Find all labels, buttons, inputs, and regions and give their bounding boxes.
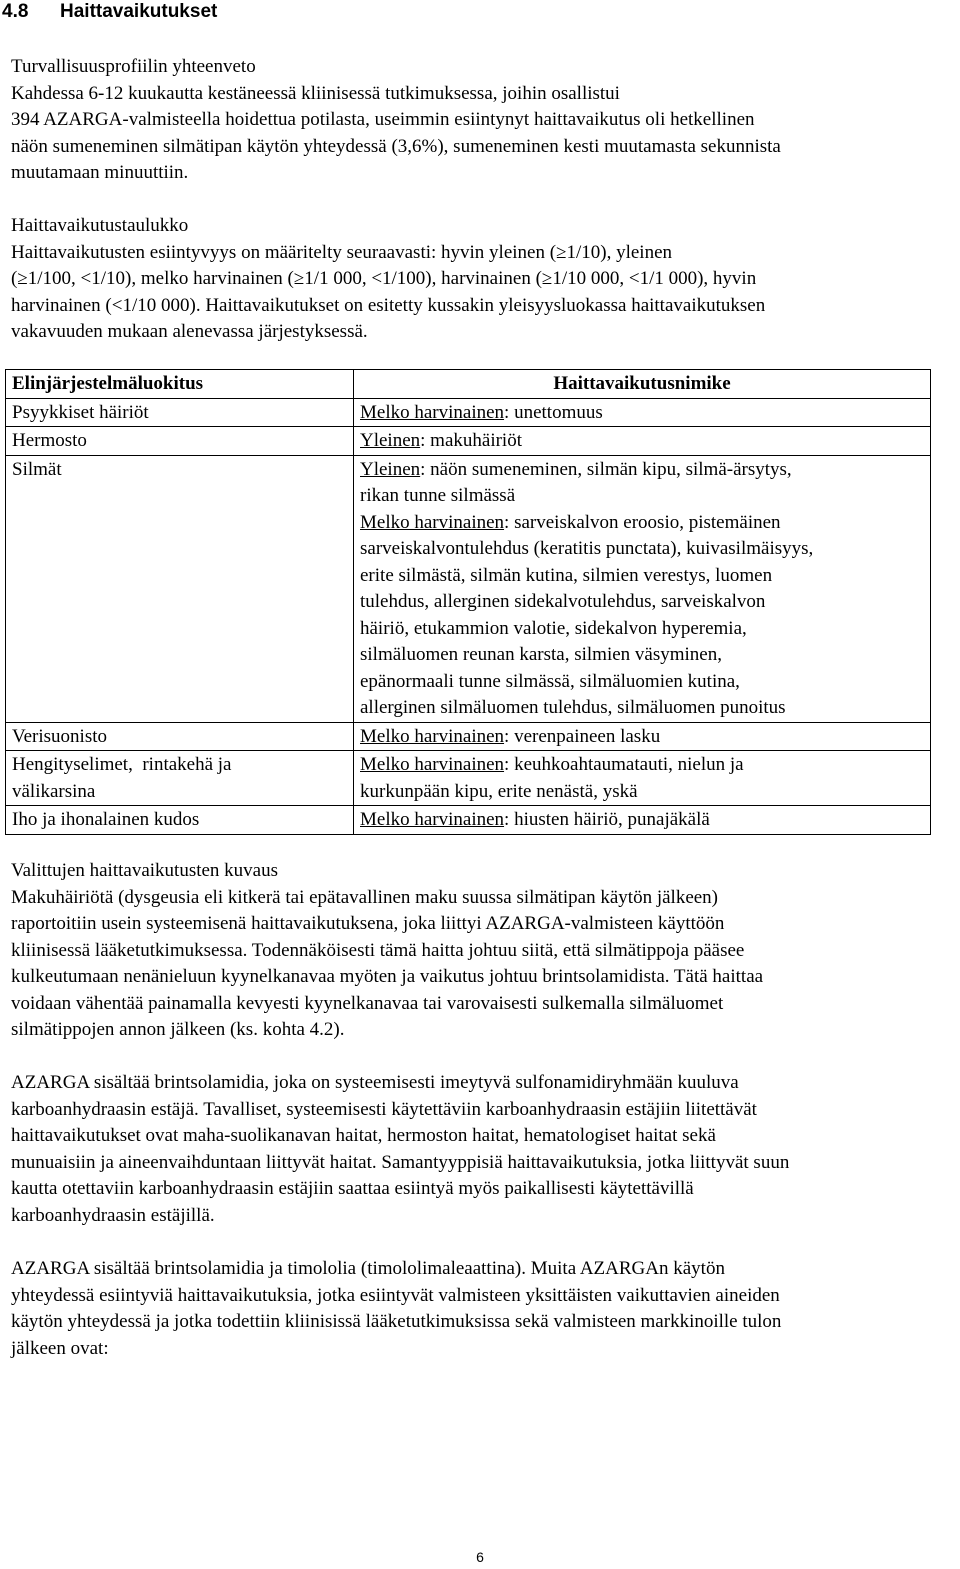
summary-line: Kahdessa 6-12 kuukautta kestäneessä kliinisessä tutkimuksessa, joihin osallistui [11,82,620,104]
page-number: 6 [476,1549,484,1565]
frequency-label: Melko harvinainen [360,401,505,423]
reaction-cell: Melko harvinainen: keuhkoahtaumatauti, nielun ja kurkunpään kipu, erite nenästä, yskä [354,751,931,806]
summary-line: muutamaan minuuttiin. [11,162,189,183]
summary-line: näön sumeneminen silmätipan käytön yhteydessä (3,6%), sumeneminen kesti muutamasta sekunnista [11,135,781,157]
organ-class-cell: Verisuonisto [6,722,354,751]
section-number: 4.8 [2,1,29,22]
organ-class-cell: Hermosto [6,427,354,456]
organ-class-cell: Psyykkiset häiriöt [6,398,354,427]
table-row [6,455,931,722]
description-line: kulkeutumaan nenänieluun kyynelkanavaa myöten ja vaikutus johtuu brintsolamidista. Tätä haittaa [11,966,764,987]
description-heading: Valittujen haittavaikutusten kuvaus [11,860,279,881]
paragraph-line: karboanhydraasin estäjillä. [11,1204,215,1226]
combination-paragraph [11,1256,956,1362]
table-row [6,751,931,806]
paragraph-line: haittavaikutukset ovat maha-suolikanavan haitat, hermoston haitat, hematologiset haitat sekä [11,1125,716,1146]
organ-class-header: Elinjärjestelmäluokitus [6,370,354,399]
table-row [6,806,931,835]
paragraph-line: yhteydessä esiintyviä haittavaikutuksia, jotka esiintyvät valmisteen yksittäisten vaikuttavien aineiden [11,1284,780,1306]
frequency-label: Yleinen [360,458,421,480]
paragraph-line: kautta otettaviin karboanhydraasin estäjiin saattaa esiintyä myös paikallisesti käytettävillä [11,1178,694,1199]
reaction-cell: Yleinen: näön sumeneminen, silmän kipu, silmä-ärsytys, rikan tunne silmässä Melko harvinainen: sarveiskalvon eroosio, pistemäinen sarveiskalvontulehdus (keratitis punctata), kuivasilmäisyys, erite silmästä, silmän kutina, silmien verestys, luomen tulehdus, allerginen sidekalvotulehdus, sarveiskalvon häiriö, etukammion valotie, sidekalvon hyperemia, silmäluomen reunan karsta, silmien väsyminen, epänormaali tunne silmässä, silmäluomien kutina, allerginen silmäluomen tulehdus, silmäluomen punoitus [354,455,931,722]
adverse-reactions-table [5,369,931,835]
section-heading [0,0,217,24]
table-intro [11,213,956,346]
paragraph-line: munuaisiin ja aineenvaihduntaan liittyvät haitat. Samantyyppisiä haittavaikutuksia, jotka liittyvät suun [11,1151,790,1173]
organ-class-cell: Silmät [6,455,354,722]
table-header-row [6,370,931,399]
paragraph-line: karboanhydraasin estäjä. Tavalliset, systeemisesti käytettäviin karboanhydraasin estäjiin liitettävät [11,1098,757,1120]
reaction-cell: Yleinen: makuhäiriöt [354,427,931,456]
description-line: silmätippojen annon jälkeen (ks. kohta 4.2). [11,1019,345,1040]
paragraph-line: AZARGA sisältää brintsolamidia, joka on systeemisesti imeytyvä sulfonamidiryhmään kuuluva [11,1072,739,1093]
table-row [6,427,931,456]
selected-reactions-description [11,858,956,1044]
description-line: kliinisessä lääketutkimuksessa. Todennäköisesti tämä haitta johtuu siitä, että silmätippoja pääsee [11,939,745,961]
description-line: raportoitiin usein systeemisenä haittavaikutuksena, joka liittyi AZARGA-valmisteen käyttöön [11,913,725,934]
reaction-cell: Melko harvinainen: verenpaineen lasku [354,722,931,751]
reaction-cell: Melko harvinainen: hiusten häiriö, punajäkälä [354,806,931,835]
description-line: Makuhäiriötä (dysgeusia eli kitkerä tai epätavallinen maku suussa silmätipan käytön jälkeen) [11,886,719,908]
summary-heading: Turvallisuusprofiilin yhteenveto [11,56,256,77]
organ-class-cell: Iho ja ihonalainen kudos [6,806,354,835]
paragraph-line: AZARGA sisältää brintsolamidia ja timololia (timololimaleaattina). Muita AZARGAn käytön [11,1258,725,1279]
brinzolamide-paragraph [11,1070,956,1229]
frequency-label: Melko harvinainen [360,809,505,830]
frequency-definition-line: (≥1/100, <1/10), melko harvinainen (≥1/1 000, <1/100), harvinainen (≥1/10 000, <1/1 000), hyvin [11,268,757,289]
safety-summary [11,54,956,187]
reaction-header: Haittavaikutusnimike [354,370,931,399]
frequency-definition-line: harvinainen (<1/10 000). Haittavaikutukset on esitetty kussakin yleisyysluokassa haittavaikutuksen [11,294,766,316]
organ-class-cell: Hengityselimet, rintakehä ja välikarsina [6,751,354,806]
table-row [6,722,931,751]
frequency-label: Yleinen [360,430,421,451]
frequency-definition-line: vakavuuden mukaan alenevassa järjestyksessä. [11,321,368,342]
section-title: Haittavaikutukset [60,1,218,22]
frequency-definition-line: Haittavaikutusten esiintyvyys on määritelty seuraavasti: hyvin yleinen (≥1/10), yleinen [11,241,673,263]
reaction-cell: Melko harvinainen: unettomuus [354,398,931,427]
table-row [6,398,931,427]
summary-line: 394 AZARGA-valmisteella hoidettua potilasta, useimmin esiintynyt haittavaikutus oli hetkellinen [11,109,755,130]
table-intro-heading: Haittavaikutustaulukko [11,215,189,236]
frequency-label: Melko harvinainen [360,511,505,533]
frequency-label: Melko harvinainen [360,725,505,747]
description-line: voidaan vähentää painamalla kevyesti kyynelkanavaa tai varovaisesti sulkemalla silmäluomet [11,992,724,1014]
frequency-label: Melko harvinainen [360,754,505,775]
paragraph-line: käytön yhteydessä ja jotka todettiin kliinisissä lääketutkimuksissa sekä valmisteen markkinoille tulon [11,1311,782,1332]
paragraph-line: jälkeen ovat: [11,1337,109,1359]
